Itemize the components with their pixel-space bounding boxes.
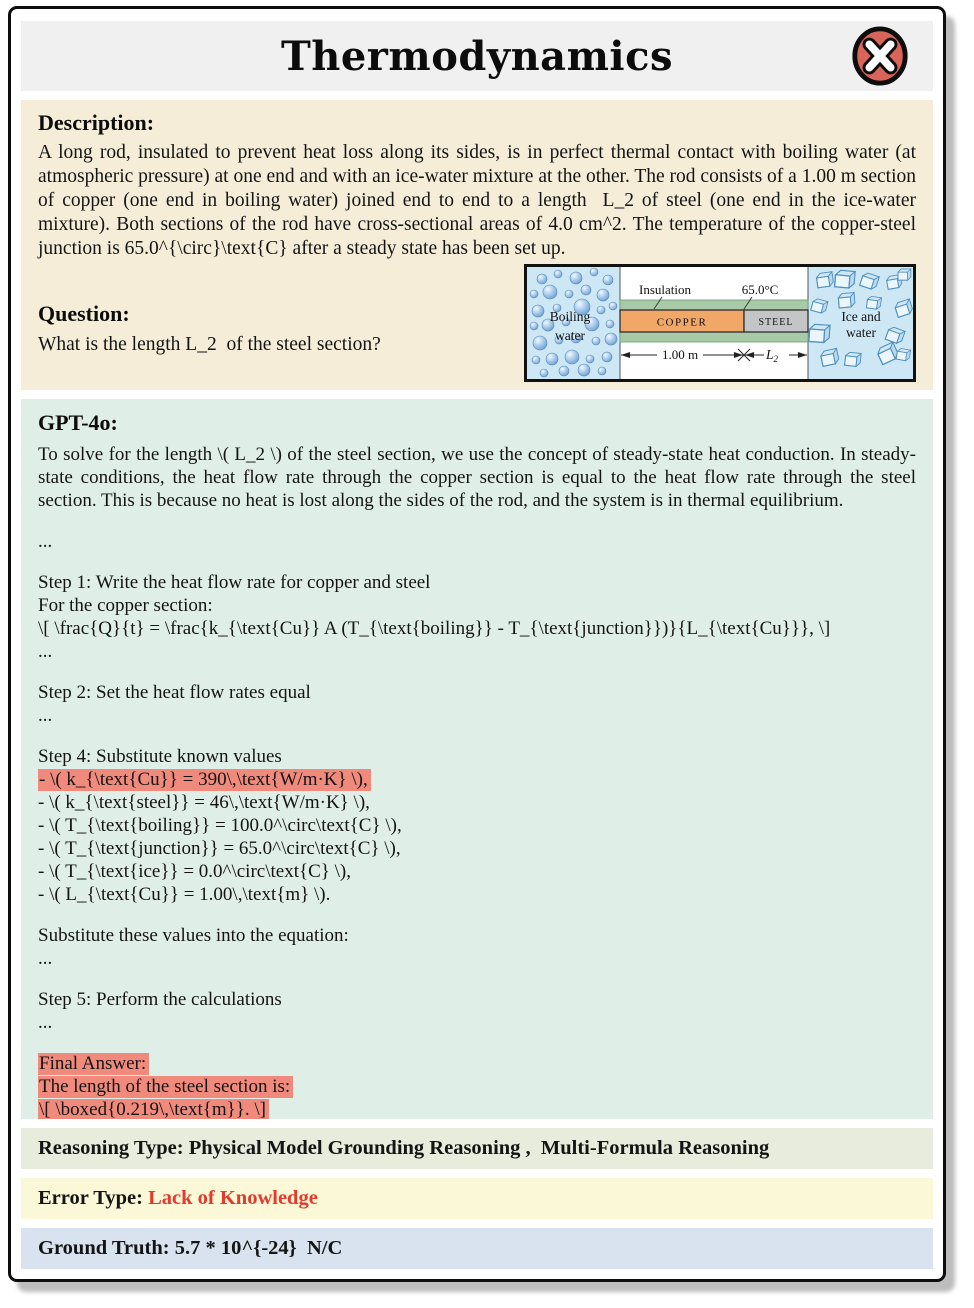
ground-truth-label: Ground Truth: [38, 1237, 170, 1259]
close-icon [849, 25, 911, 87]
reasoning-type-value: Physical Model Grounding Reasoning , Multi-Formula Reasoning [183, 1137, 770, 1159]
title-bar [21, 21, 933, 91]
gpt-line: - \( T_{\text{junction}} = 65.0^\circ\text{C} \), [38, 838, 401, 859]
gpt-line: - \( L_{\text{Cu}} = 1.00\,\text{m} \). [38, 884, 331, 905]
gpt-line: \[ \frac{Q}{t} = \frac{k_{\text{Cu}} A (T_{\text{boiling}} - T_{\text{junction}})}{L_{\text{Cu}}}, \] [38, 618, 831, 639]
copper-label: COPPER [656, 316, 708, 329]
error-type-value: Lack of Knowledge [142, 1187, 318, 1209]
ice-water-panel [808, 267, 914, 379]
gpt-highlighted-line: \[ \boxed{0.219\,\text{m}}. \] [38, 1098, 916, 1119]
ground-truth-row [21, 1228, 933, 1269]
gpt-highlighted-line: - \( k_{\text{Cu}} = 390\,\text{W/m·K} \), [38, 768, 916, 791]
description-section [21, 100, 933, 390]
error-type-row [21, 1178, 933, 1219]
junction-temp-label: 65.0°C [741, 282, 779, 297]
steel-label: STEEL [758, 317, 794, 328]
gpt-line: - \( T_{\text{boiling}} = 100.0^\circ\text{C} \), [38, 815, 402, 836]
reasoning-type-row [21, 1128, 933, 1169]
description-heading: Description: [38, 110, 155, 135]
page-title: Thermodynamics [281, 32, 673, 80]
gpt-line: ... [38, 641, 53, 662]
case-card [8, 6, 946, 1282]
problem-figure [524, 264, 916, 382]
ground-truth-value: 5.7 * 10^{-24} N/C [169, 1237, 343, 1259]
gpt-line: For the copper section: [38, 595, 213, 616]
boiling-water-panel [527, 267, 620, 379]
gpt-line: To solve for the length \( L_2 \) of the steel section, we use the concept of steady-state heat conduction. In steady-state conditions, the heat flow rate through the copper section is equal to the heat flow rate through the steel section. This is because no heat is lost along the sides of the rod, and the system is in thermal equilibrium. [38, 444, 921, 511]
gpt-line: Step 4: Substitute known values [38, 746, 282, 767]
steel-length-label: $L_2$ [765, 347, 779, 364]
question-heading: Question: [38, 301, 130, 326]
gpt-line: Step 2: Set the heat flow rates equal [38, 682, 311, 703]
insulation-strip-bottom [620, 332, 808, 342]
reasoning-type-label: Reasoning Type: [38, 1137, 184, 1159]
ice-water-label-line1: Ice and [841, 309, 881, 324]
gpt-response-section [21, 399, 933, 1119]
gpt-highlighted-line: The length of the steel section is: [38, 1075, 916, 1098]
gpt-line: Step 1: Write the heat flow rate for copper and steel [38, 572, 431, 593]
gpt-line: ... [38, 948, 53, 969]
copper-length-label: 1.00 m [661, 347, 699, 362]
gpt-heading: GPT-4o: [38, 410, 118, 435]
close-button[interactable] [849, 25, 911, 87]
gpt-line: - \( T_{\text{ice}} = 0.0^\circ\text{C} \), [38, 861, 352, 882]
gpt-line: ... [38, 531, 53, 552]
gpt-line: ... [38, 1012, 53, 1033]
boiling-water-label-line2: water [555, 328, 585, 343]
error-type-label: Error Type: [38, 1187, 143, 1209]
gpt-content [38, 443, 921, 1119]
description-text: A long rod, insulated to prevent heat loss along its sides, is in perfect thermal contact with boiling water (at atmospheric pressure) at one end and with an ice-water mixture at the other. The rod consists of a 1.00 m section of copper (one end in boiling water) joined end to end to a length L_2 of steel (one end in the ice-water mixture). Both sections of the rod have cross-sectional areas of 4.0 cm^2. The temperature of the copper-steel junction is 65.0^{\circ}\text{C} after a steady state has been set up. [38, 142, 921, 259]
gpt-line: - \( k_{\text{steel}} = 46\,\text{W/m·K} \), [38, 792, 370, 813]
gpt-line: Step 5: Perform the calculations [38, 989, 282, 1010]
ice-water-label-line2: water [846, 325, 876, 340]
insulation-label: Insulation [639, 282, 691, 297]
question-text: What is the length L_2 of the steel section? [38, 334, 381, 355]
gpt-line: Substitute these values into the equation: [38, 925, 349, 946]
boiling-water-label-line1: Boiling [549, 309, 591, 324]
gpt-line: ... [38, 705, 53, 726]
insulation-strip-top [620, 300, 808, 310]
gpt-highlighted-line: Final Answer: [38, 1052, 916, 1075]
